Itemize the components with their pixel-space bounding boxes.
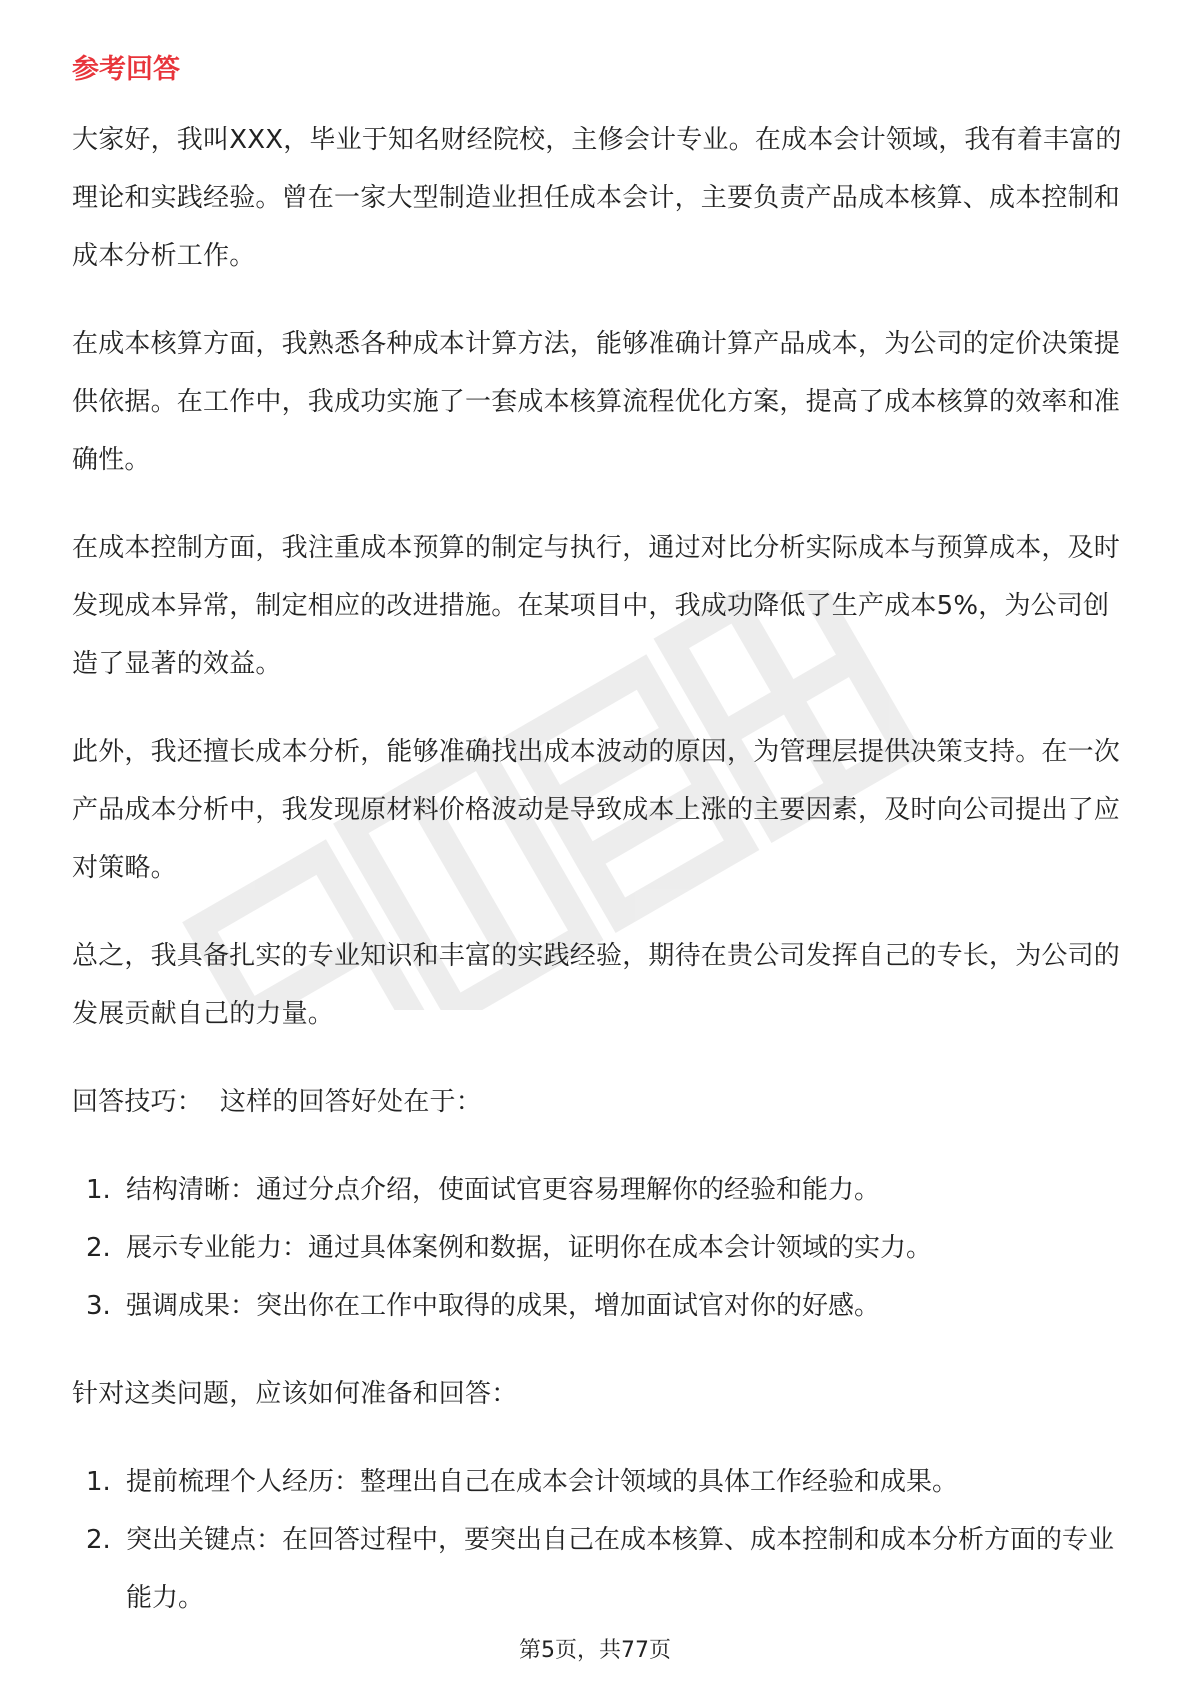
prep-intro: 针对这类问题，应该如何准备和回答： [72, 1379, 518, 1409]
list-text: 展示专业能力：通过具体案例和数据，证明你在成本会计领域的实力。 [126, 1233, 933, 1263]
list-text: 结构清晰：通过分点介绍，使面试官更容易理解你的经验和能力。 [126, 1175, 881, 1205]
tips-intro: 回答技巧： 这样的回答好处在于： [72, 1087, 482, 1117]
tips-list [72, 1161, 1122, 1335]
list-number: 2. [86, 1233, 111, 1263]
paragraph-summary: 总之，我具备扎实的专业知识和丰富的实践经验，期待在贵公司发挥自己的专长，为公司的发展贡献自己的力量。 [72, 941, 1121, 1029]
list-item [72, 1219, 1122, 1277]
prep-list [72, 1453, 1122, 1627]
list-number: 3. [86, 1291, 111, 1321]
list-item [72, 1511, 1122, 1627]
list-text: 提前梳理个人经历：整理出自己在成本会计领域的具体工作经验和成果。 [126, 1467, 959, 1497]
paragraph-cost-accounting: 在成本核算方面，我熟悉各种成本计算方法，能够准确计算产品成本，为公司的定价决策提供依据。在工作中，我成功实施了一套成本核算流程优化方案，提高了成本核算的效率和准确性。 [72, 329, 1121, 475]
list-text: 突出关键点：在回答过程中，要突出自己在成本核算、成本控制和成本分析方面的专业能力。 [126, 1525, 1115, 1613]
paragraph-cost-analysis: 此外，我还擅长成本分析，能够准确找出成本波动的原因，为管理层提供决策支持。在一次产品成本分析中，我发现原材料价格波动是导致成本上涨的主要因素，及时向公司提出了应对策略。 [72, 737, 1121, 883]
list-number: 2. [86, 1525, 111, 1555]
paragraph-cost-control: 在成本控制方面，我注重成本预算的制定与执行，通过对比分析实际成本与预算成本，及时发现成本异常，制定相应的改进措施。在某项目中，我成功降低了生产成本5%，为公司创造了显著的效益。 [72, 533, 1121, 679]
document-body [72, 50, 1122, 1627]
section-title: 参考回答 [72, 54, 180, 85]
list-item [72, 1277, 1122, 1335]
list-item [72, 1161, 1122, 1219]
list-number: 1. [86, 1175, 111, 1205]
list-item [72, 1453, 1122, 1511]
page-footer: 第5页，共77页 [519, 1638, 671, 1663]
list-text: 强调成果：突出你在工作中取得的成果，增加面试官对你的好感。 [126, 1291, 881, 1321]
paragraph-intro: 大家好，我叫XXX，毕业于知名财经院校，主修会计专业。在成本会计领域，我有着丰富的理论和实践经验。曾在一家大型制造业担任成本会计，主要负责产品成本核算、成本控制和成本分析工作。 [72, 125, 1122, 271]
list-number: 1. [86, 1467, 111, 1497]
